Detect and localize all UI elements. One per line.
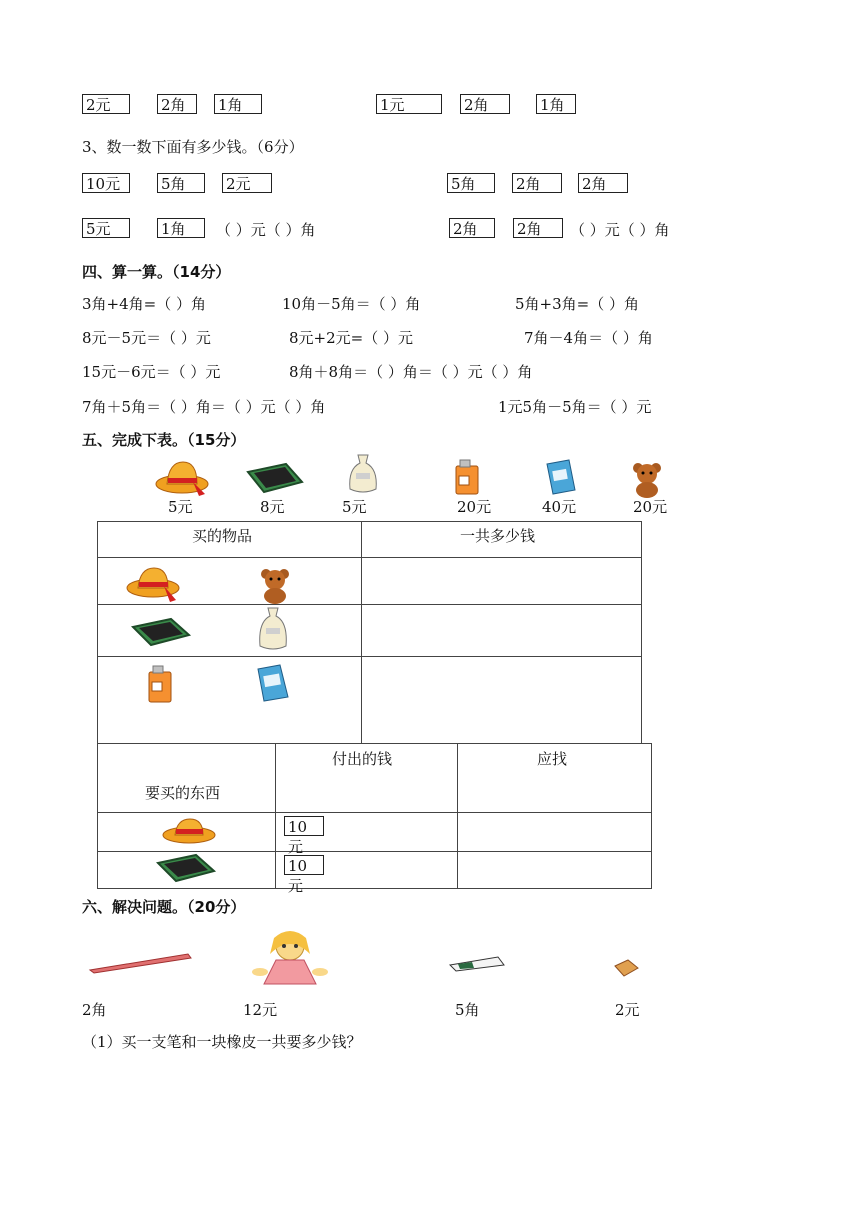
money-card: 2角 bbox=[157, 94, 197, 114]
chalkboard-icon bbox=[156, 853, 216, 883]
money-card: 2角 bbox=[449, 218, 495, 238]
money-card: 5角 bbox=[157, 173, 205, 193]
calc-item: 7角＋5角＝（ ）角＝（ ）元（ ）角 bbox=[82, 398, 326, 416]
money-card: 10元 bbox=[82, 173, 130, 193]
calc-item: 8元+2元=（ ）元 bbox=[289, 329, 413, 347]
price-label: 2角 bbox=[82, 1001, 107, 1019]
money-card: 1角 bbox=[214, 94, 262, 114]
question-3-title: 3、数一数下面有多少钱。（6分） bbox=[82, 138, 304, 156]
money-card: 2元 bbox=[82, 94, 130, 114]
juice-bottle-icon bbox=[454, 458, 480, 496]
hat-icon bbox=[126, 566, 182, 606]
calc-item: 1元5角－5角＝（ ）元 bbox=[498, 398, 652, 416]
money-card: 2元 bbox=[222, 173, 272, 193]
calc-item: 10角－5角＝（ ）角 bbox=[282, 295, 421, 313]
flour-bag-icon bbox=[346, 453, 380, 495]
table-header: 付出的钱 bbox=[332, 750, 393, 768]
teddy-bear-icon bbox=[630, 462, 664, 498]
book-icon bbox=[256, 665, 290, 705]
money-card: 2角 bbox=[512, 173, 562, 193]
answer-blank[interactable]: （ ）元（ ）角 bbox=[216, 221, 316, 239]
question-6-1: （1）买一支笔和一块橡皮一共要多少钱？ bbox=[82, 1033, 362, 1051]
money-card: 2角 bbox=[578, 173, 628, 193]
answer-blank[interactable]: （ ）元（ ）角 bbox=[570, 221, 670, 239]
table-header: 要买的东西 bbox=[145, 784, 221, 802]
money-card: 2角 bbox=[460, 94, 510, 114]
price-label: 5元 bbox=[168, 498, 193, 516]
pencil-icon bbox=[88, 950, 193, 974]
calc-item: 15元－6元＝（ ）元 bbox=[82, 363, 221, 381]
money-card: 5元 bbox=[82, 218, 130, 238]
book-icon bbox=[545, 460, 577, 496]
price-label: 5元 bbox=[342, 498, 367, 516]
section-6-title: 六、解决问题。（20分） bbox=[82, 898, 246, 916]
table-header: 一共多少钱 bbox=[460, 527, 536, 545]
eraser-icon bbox=[612, 958, 640, 978]
money-card: 2角 bbox=[513, 218, 563, 238]
price-label: 2元 bbox=[615, 1001, 640, 1019]
price-label: 5角 bbox=[455, 1001, 480, 1019]
section-5-title: 五、完成下表。（15分） bbox=[82, 431, 246, 449]
money-card: 1元 bbox=[376, 94, 442, 114]
calc-item: 3角+4角=（ ）角 bbox=[82, 295, 206, 313]
flour-bag-icon bbox=[256, 606, 290, 652]
doll-icon bbox=[250, 928, 330, 992]
price-label: 12元 bbox=[243, 1001, 278, 1019]
chalkboard-icon bbox=[131, 617, 191, 647]
money-card: 10元 bbox=[284, 855, 324, 875]
price-label: 8元 bbox=[260, 498, 285, 516]
price-label: 20元 bbox=[457, 498, 492, 516]
price-label: 20元 bbox=[633, 498, 668, 516]
calc-item: 5角+3角=（ ）角 bbox=[515, 295, 639, 313]
calc-item: 7角－4角＝（ ）角 bbox=[524, 329, 653, 347]
hat-icon bbox=[162, 817, 218, 847]
money-card: 1角 bbox=[536, 94, 576, 114]
calc-item: 8角＋8角＝（ ）角＝（ ）元（ ）角 bbox=[289, 363, 533, 381]
money-card: 1角 bbox=[157, 218, 205, 238]
teddy-bear-icon bbox=[258, 568, 292, 604]
price-label: 40元 bbox=[542, 498, 577, 516]
juice-bottle-icon bbox=[147, 664, 173, 704]
table-header: 买的物品 bbox=[192, 527, 253, 545]
money-card: 10元 bbox=[284, 816, 324, 836]
pen-icon bbox=[448, 955, 506, 973]
calc-item: 8元－5元＝（ ）元 bbox=[82, 329, 211, 347]
money-card: 5角 bbox=[447, 173, 495, 193]
hat-icon bbox=[155, 458, 211, 498]
table-header: 应找 bbox=[537, 750, 568, 768]
chalkboard-icon bbox=[246, 462, 304, 494]
section-4-title: 四、算一算。（14分） bbox=[82, 263, 231, 281]
